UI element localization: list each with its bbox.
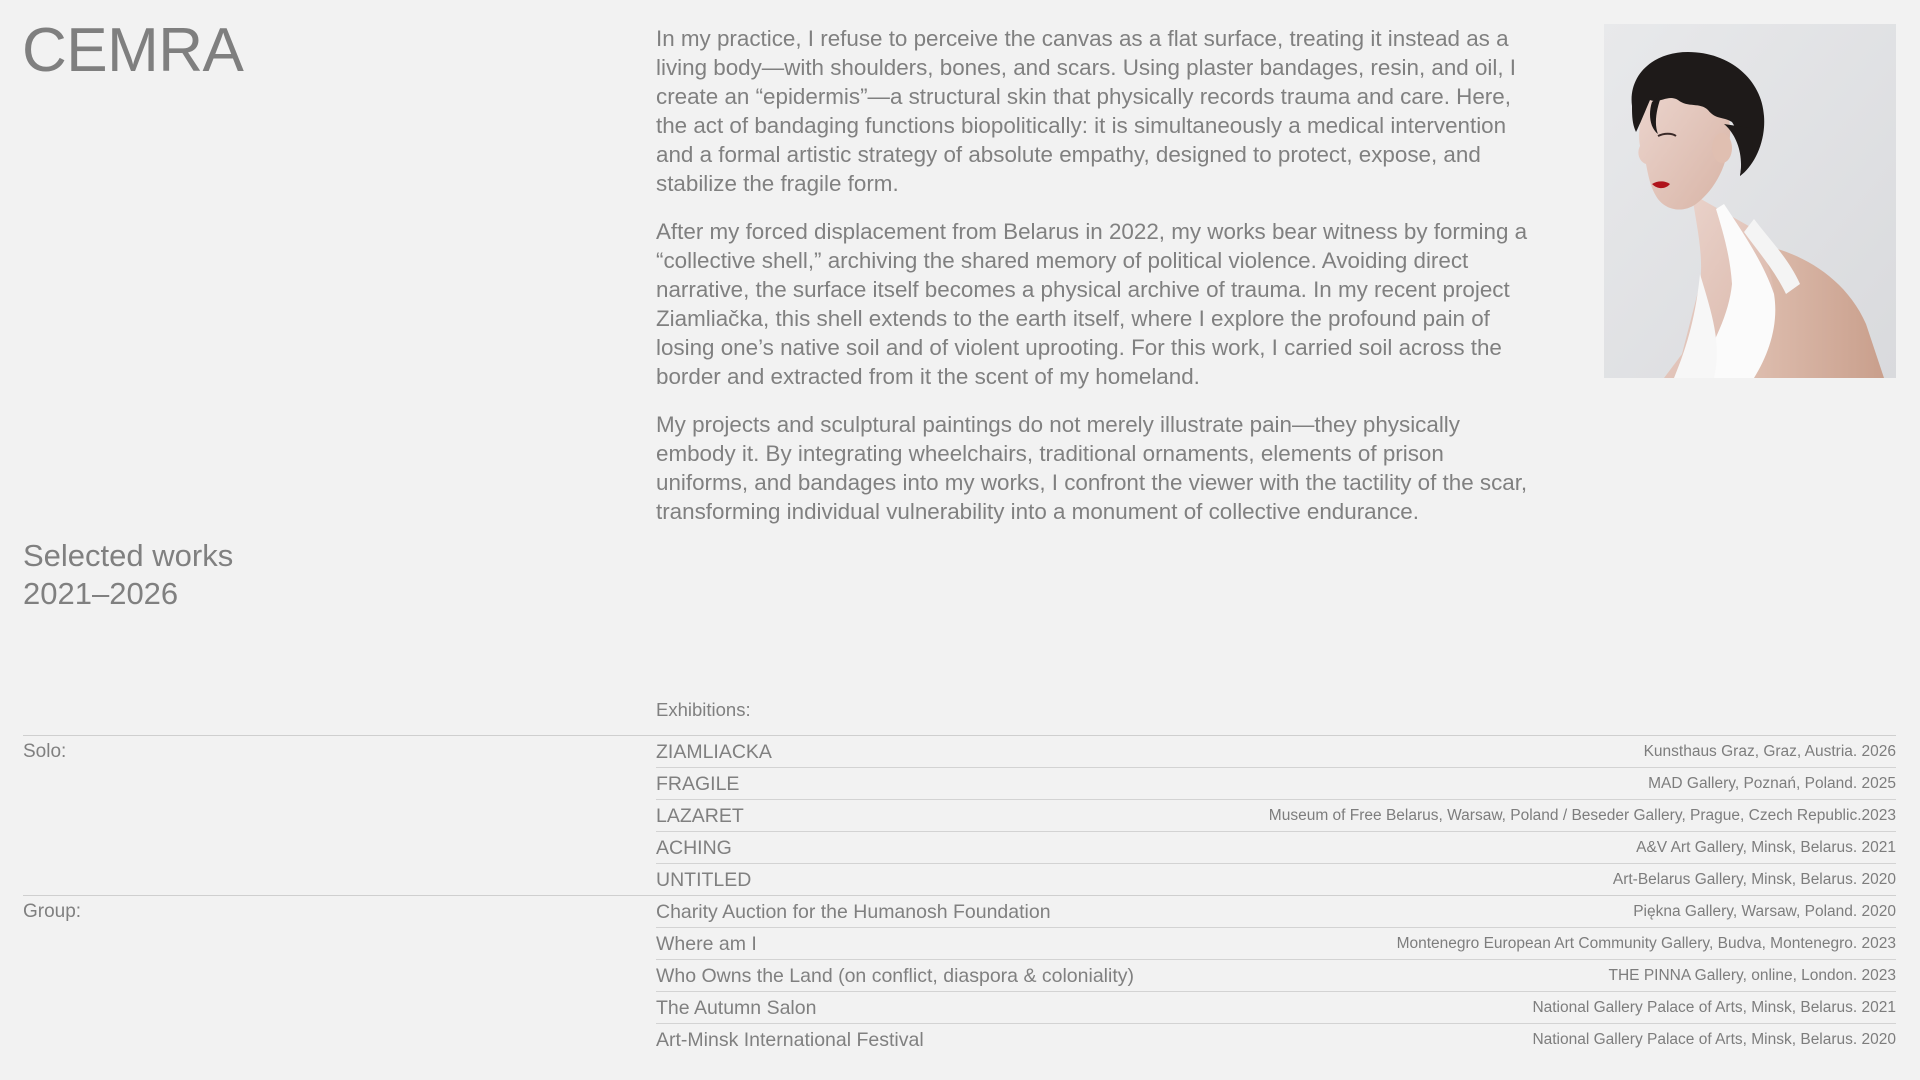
exhibition-venue: Montenegro European Art Community Gallery, Budva, Montenegro. 2023 (1396, 935, 1896, 952)
selected-works-years: 2021–2026 (23, 576, 179, 611)
exhibition-title[interactable]: Who Owns the Land (on conflict, diaspora & coloniality) (656, 965, 1134, 987)
exhibitions-heading: Exhibitions: (656, 699, 751, 720)
artist-statement (656, 24, 1531, 545)
exhibition-venue: A&V Art Gallery, Minsk, Belarus. 2021 (1636, 839, 1896, 856)
exhibition-title[interactable]: ACHING (656, 837, 732, 859)
exhibition-title[interactable]: Where am I (656, 933, 757, 955)
exhibition-venue: National Gallery Palace of Arts, Minsk, Belarus. 2021 (1532, 999, 1896, 1016)
statement-paragraph: In my practice, I refuse to perceive the canvas as a flat surface, treating it instead as a living body—with shoulders, bones, and scars. Using plaster bandages, resin, and oil, I create an “epidermis”—a structural skin that physically records trauma and care. Here, the act of bandaging functions biopolitically: it is simultaneously a medical intervention and a formal artistic strategy of absolute empathy, designed to protect, expose, and stabilize the fragile form. (656, 26, 1517, 196)
exhibition-title[interactable]: ZIAMLIACKA (656, 741, 772, 763)
exhibition-row (656, 864, 1896, 896)
exhibition-row (656, 960, 1896, 992)
exhibition-row (656, 928, 1896, 960)
site-logo[interactable]: CEMRA (22, 16, 244, 85)
exhibition-venue: Kunsthaus Graz, Graz, Austria. 2026 (1643, 743, 1896, 760)
statement-paragraph: After my forced displacement from Belarus in 2022, my works bear witness by forming a “collective shell,” archiving the shared memory of political violence. Avoiding direct narrative, the surface itself becomes a physical archive of trauma. In my recent project Ziamliačka, this shell extends to the earth itself, where I explore the profound pain of losing one’s native soil and of violent uprooting. For this work, I carried soil across the border and extracted from it the scent of my homeland. (656, 219, 1528, 389)
solo-exhibitions-list (656, 736, 1896, 896)
selected-works-link[interactable] (23, 537, 233, 613)
exhibition-row (656, 992, 1896, 1024)
exhibition-row (656, 768, 1896, 800)
exhibition-venue: Art-Belarus Gallery, Minsk, Belarus. 2020 (1612, 871, 1896, 888)
group-label: Group: (23, 901, 82, 922)
exhibition-row (656, 896, 1896, 928)
solo-label: Solo: (23, 741, 67, 762)
group-exhibitions-list (656, 896, 1896, 1056)
exhibition-venue: MAD Gallery, Poznań, Poland. 2025 (1648, 775, 1896, 792)
exhibition-title[interactable]: UNTITLED (656, 869, 752, 891)
statement-paragraph: My projects and sculptural paintings do not merely illustrate pain—they physically embody it. By integrating wheelchairs, traditional ornaments, elements of prison uniforms, and bandages into my works, I confront the viewer with the tactility of the scar, transforming individual vulnerability into a monument of collective endurance. (656, 412, 1528, 524)
exhibition-row (656, 800, 1896, 832)
exhibition-row (656, 736, 1896, 768)
selected-works-label: Selected works (23, 538, 234, 573)
exhibition-venue: Museum of Free Belarus, Warsaw, Poland / Beseder Gallery, Prague, Czech Republic.2023 (1268, 807, 1896, 824)
exhibition-venue: National Gallery Palace of Arts, Minsk, Belarus. 2020 (1532, 1031, 1896, 1048)
exhibition-title[interactable]: FRAGILE (656, 773, 740, 795)
exhibition-title[interactable]: The Autumn Salon (656, 997, 817, 1019)
exhibition-row (656, 1024, 1896, 1056)
exhibition-title[interactable]: LAZARET (656, 805, 744, 827)
artist-portrait (1604, 24, 1896, 378)
exhibition-venue: Piękna Gallery, Warsaw, Poland. 2020 (1633, 903, 1896, 920)
exhibition-title[interactable]: Art-Minsk International Festival (656, 1029, 924, 1051)
exhibition-row (656, 832, 1896, 864)
exhibition-venue: THE PINNA Gallery, online, London. 2023 (1608, 967, 1896, 984)
exhibition-title[interactable]: Charity Auction for the Humanosh Foundation (656, 901, 1051, 923)
